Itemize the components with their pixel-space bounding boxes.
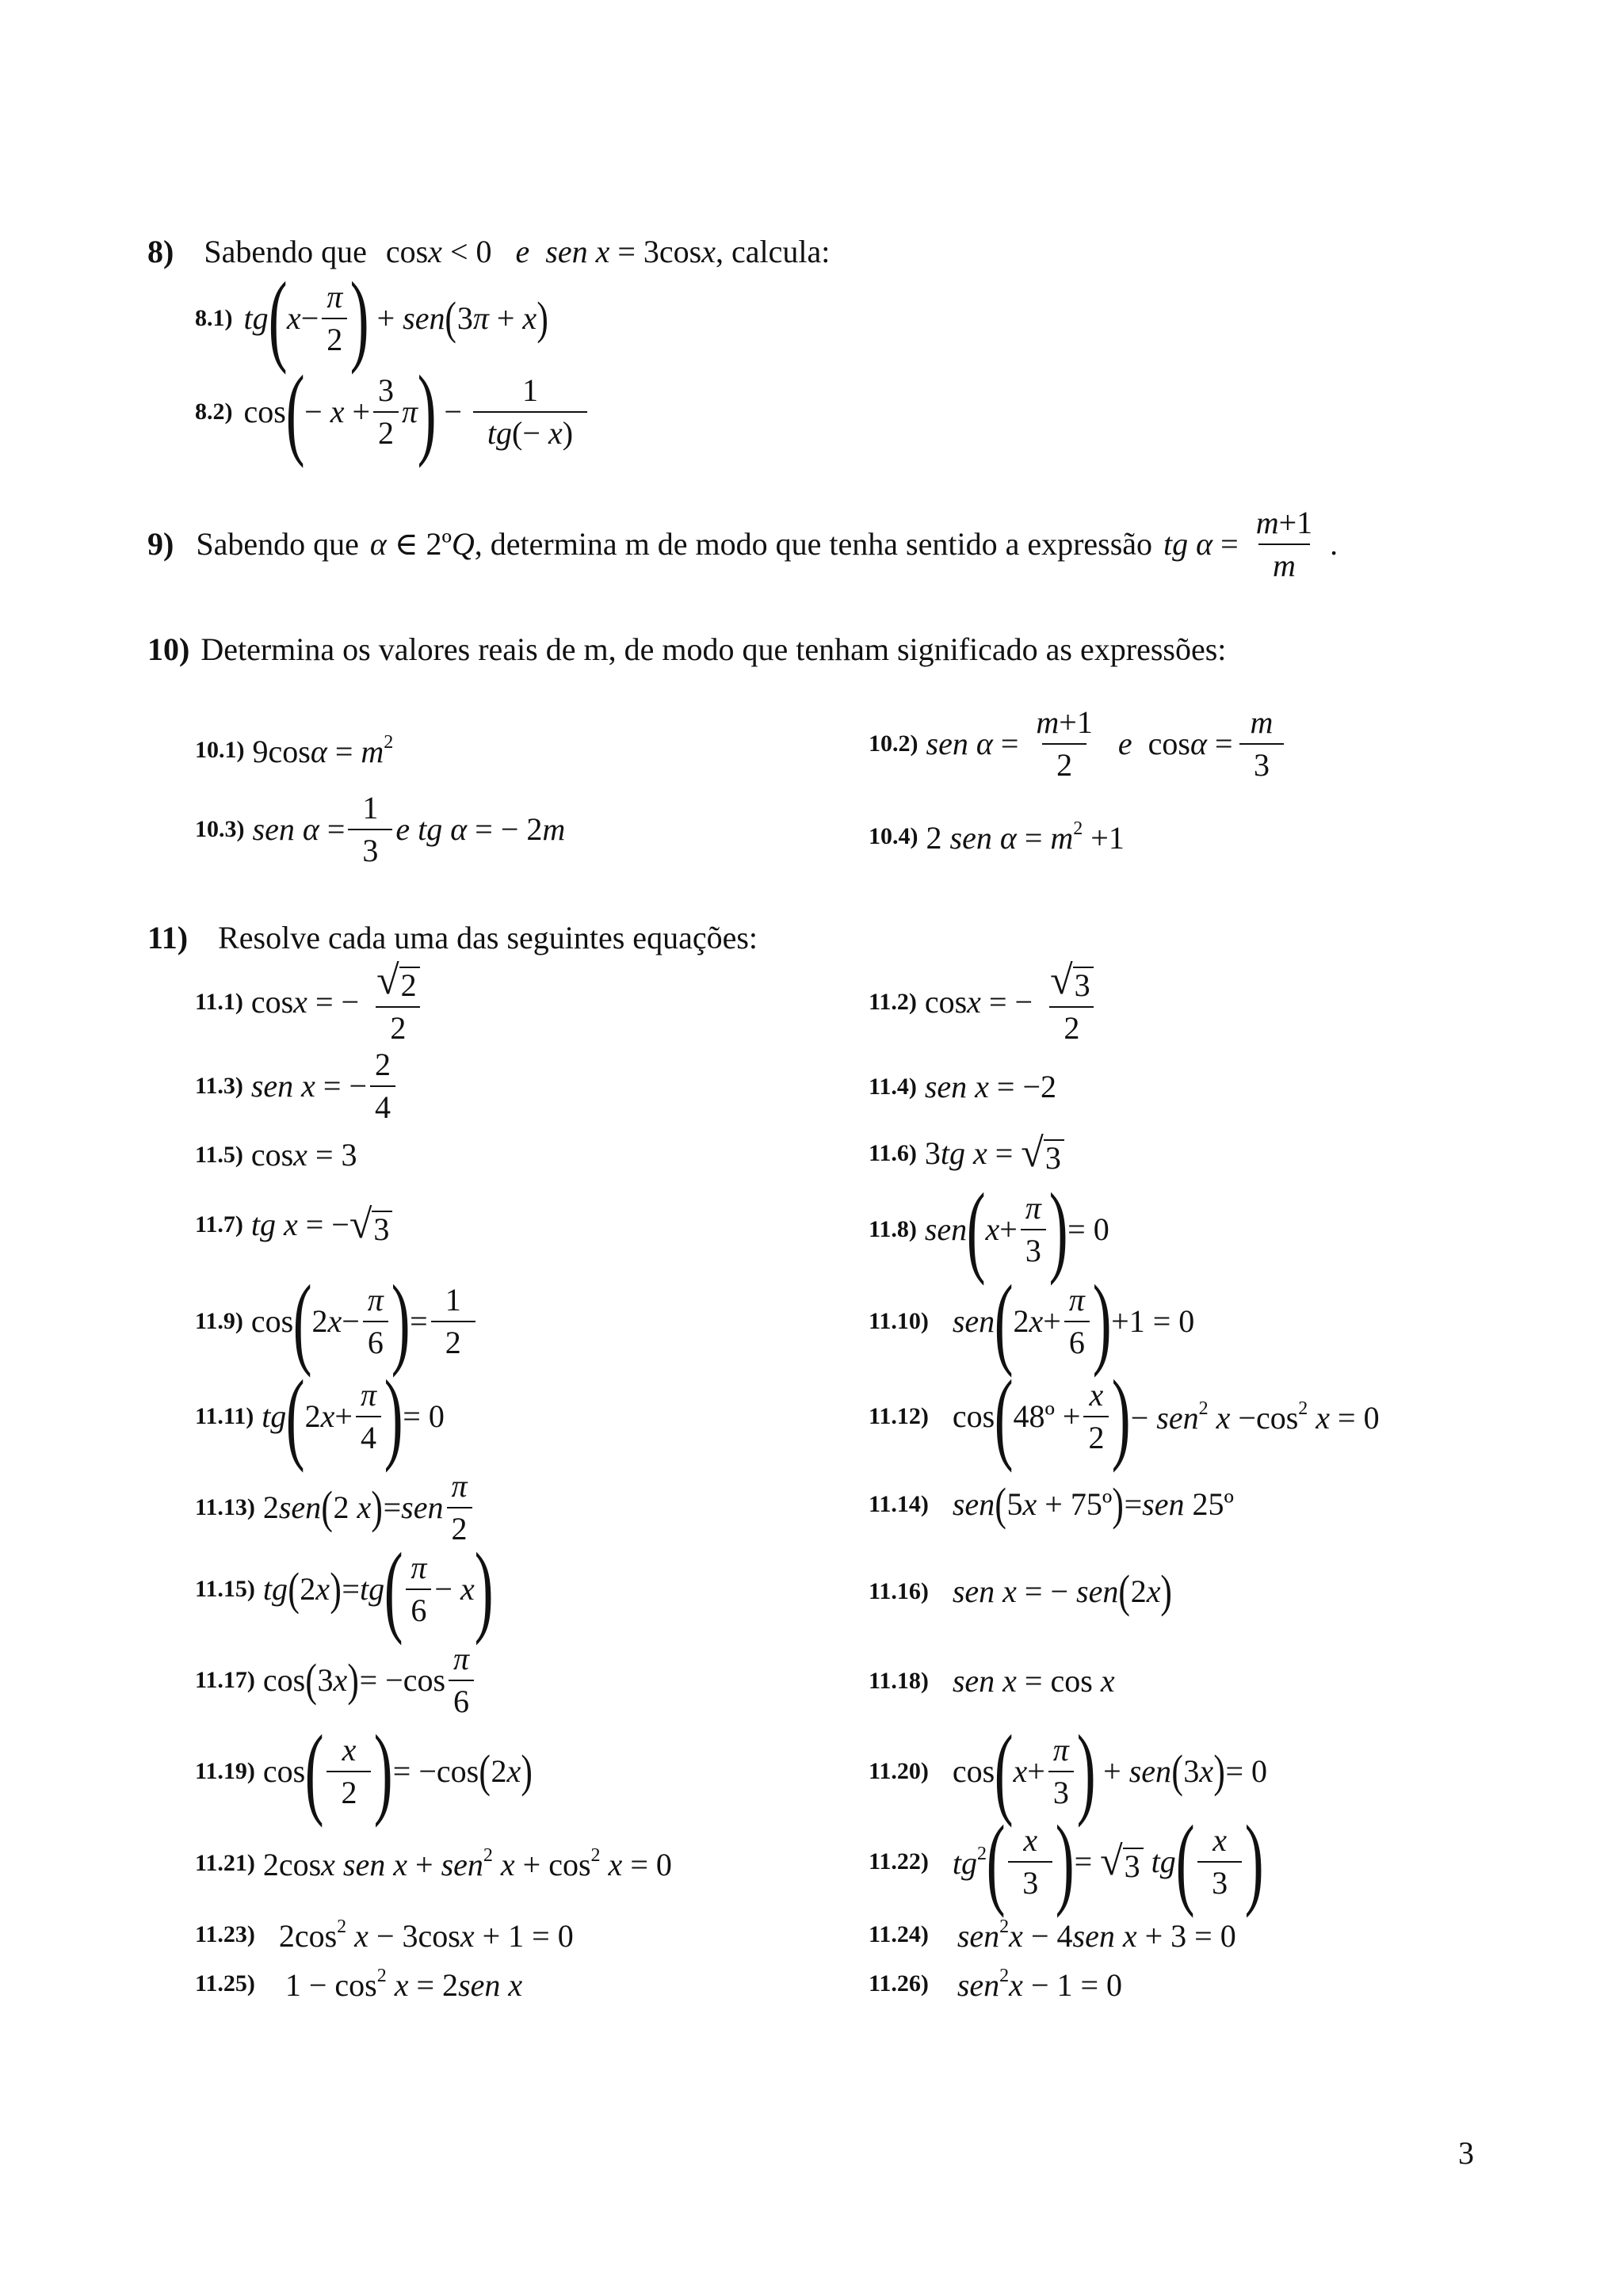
item-8-1: 8.1) tg ( x− $\frac{\pi}{2}$ ) + sen ( 3π + x ) [195,261,549,376]
item-11-1: 11.1) cosx = − √ 2 2 [195,960,437,1044]
item-11-11: 11.11) tg ( 2x+ $\frac{\pi}{4}$ ) = 0 [195,1360,445,1474]
item-11-5: 11.5) cosx = 3 [195,1137,357,1173]
item-10-3: 10.3) sen α = $\frac{1}{3}$ e tg α = − 2m [195,790,566,868]
question-text-mid: , determina m de modo que tenha sentido a expressão [474,526,1153,562]
item-11-9: 11.9) cos ( 2x− $\frac{\pi}{6}$ ) = $\frac{1}{2}$ [195,1280,479,1363]
item-11-19: 11.19) cos ( x 2 ) = −cos ( 2x ) [195,1714,533,1829]
item-11-21: 11.21) 2cosx sen x + sen$^2$ $x + \cos^2 x = 0$ [195,1845,672,1882]
item-10-4: 10.4) 2 sen $\alpha = m^2 +1$ [869,818,1125,856]
item-label: 8.1) [195,305,233,331]
item-11-17: 11.17) cos ( 3x ) = −cos π 6 [195,1643,477,1718]
item-11-4: 11.4) sen x = −2 [869,1069,1057,1104]
item-label: 8.2) [195,399,233,425]
item-11-12: 11.12) cos ( 48º + $\frac{x}{2}$ ) − sen$^2$ $x -\cos^2$ x = 0 [869,1360,1380,1474]
question-number: 9) [147,526,174,562]
question-text: Determina os valores reais de m, de modo que tenham significado as expressões: [200,631,1227,667]
condition-expr: α ∈ 2ºQ [369,526,475,562]
item-11-26: 11.26) sen$^2$x − 1 = 0 [869,1966,1123,2003]
item-11-24: 11.24) sen$^2$x − 4sen x + 3 = 0 [869,1917,1236,1954]
item-11-2: 11.2) cosx = − √ 3 2 [869,960,1111,1044]
item-11-10: 11.10) sen ( 2x+ $\frac{\pi}{6}$ ) +1 = 0 [869,1264,1195,1379]
item-8-2: 8.2) cos ( − x + $\frac{3}{2}$ π ) − $\frac{1}{tg(- x)}$ [195,371,590,453]
item-11-7: 11.7) tg x = − √ 3 [195,1204,392,1245]
item-11-23: 11.23) $2\cos^2$ x − 3cosx + 1 = 0 [195,1917,574,1954]
item-10-2: 10.2) sen α = $\frac{m+1}{2}$ e cosα = $\frac{m}{3}$ [869,707,1290,781]
item-10-1: 10.1) $9\cos\alpha = m^2$ [195,732,394,769]
item-11-22: 11.22) $tg^2$ ( x 3 ) = √ 3 tg ( x 3 ) [869,1805,1264,1919]
question-10-header [147,631,1227,667]
question-text-end: , calcula: [716,234,831,269]
item-11-18: 11.18) sen x = cos x [869,1663,1115,1699]
condition-expr: cosx < 0 e sen x = 3cosx [385,234,716,269]
question-text: Sabendo que [196,526,359,562]
page-number: 3 [1458,2135,1474,2171]
item-11-6: 11.6) 3tg x = √ 3 [869,1133,1064,1174]
item-11-13: 11.13) 2sen ( 2 x ) =sen π 2 [195,1470,475,1545]
item-11-8: 11.8) sen ( x+ $\frac{\pi}{3}$ ) = 0 [869,1173,1109,1287]
question-text: Resolve cada uma das seguintes equações: [218,920,758,955]
item-11-20: 11.20) cos ( x+ $\frac{\pi}{3}$ ) + sen ( 3x ) = 0 [869,1714,1268,1829]
question-number: 8) [147,234,174,269]
item-11-25: 11.25) $1 - \cos^2 x = 2sen$ x [195,1966,523,2003]
item-11-14: 11.14) sen ( 5x + 75º ) =sen 25º [869,1478,1234,1530]
question-number: 11) [147,920,189,955]
item-11-3: 11.3) sen x = − $\frac{2}{4}$ [195,1049,399,1123]
question-8-header [147,236,830,268]
expression: tg α = [1163,526,1239,562]
question-text: Sabendo que [204,234,367,269]
item-11-15: 11.15) tg ( 2x ) =tg ( π 6 − x ) [195,1532,494,1646]
question-9: 9) Sabendo que α ∈ 2ºQ , determina m de modo que tenha sentido a expressão tg α = $\frac{m+1}{m}$ . [147,505,1338,583]
item-11-16: 11.16) sen x = − sen ( 2x ) [869,1566,1173,1617]
question-number: 10) [147,631,190,667]
question-11-header [147,922,758,954]
